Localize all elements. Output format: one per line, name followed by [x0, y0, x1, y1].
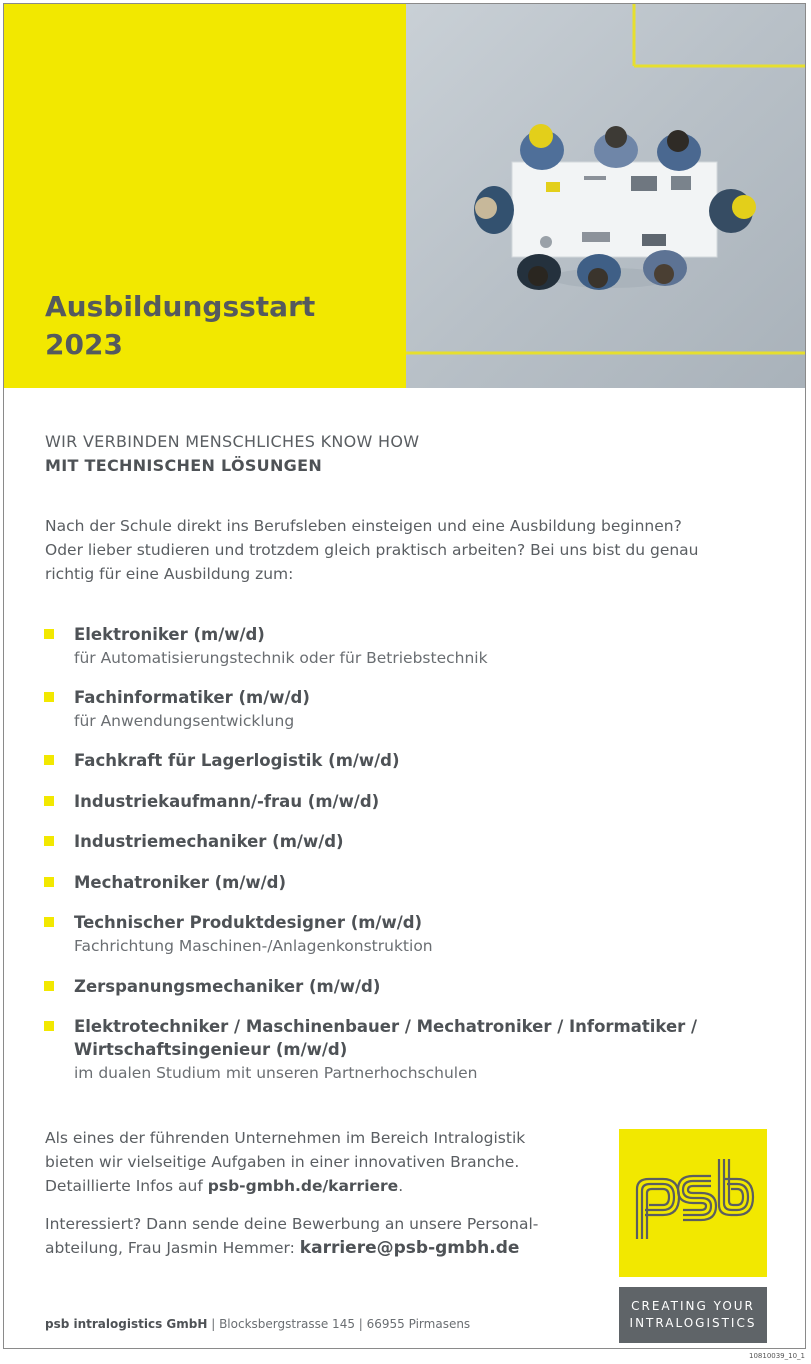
job-title-line-2: Wirtschaftsingenieur (m/w/d) — [74, 1040, 348, 1059]
job-title: Technischer Produktdesigner (m/w/d) — [74, 913, 423, 932]
headline-line-2: 2023 — [45, 328, 123, 361]
job-title: Fachinformatiker (m/w/d) — [74, 688, 310, 707]
company-line-suffix: . — [398, 1177, 404, 1195]
bullet-square — [44, 755, 54, 765]
job-title: Industriemechaniker (m/w/d) — [74, 832, 344, 851]
job-title: Elektrotechniker / Maschinenbauer / Mechatroniker / Informatiker / — [74, 1017, 698, 1036]
claim-box — [619, 1287, 767, 1343]
contact-line-prefix: abteilung, Frau Jasmin Hemmer: — [45, 1239, 300, 1257]
ad-reference-code: 10810039_10_1 — [749, 1352, 805, 1360]
hero-photo — [406, 4, 805, 388]
contact-paragraph — [45, 1212, 605, 1260]
job-subtitle: für Anwendungsentwicklung — [74, 712, 295, 730]
company-paragraph — [45, 1126, 605, 1198]
intro-tagline-bold: MIT TECHNISCHEN LÖSUNGEN — [45, 456, 323, 475]
email-link[interactable]: karriere@psb-gmbh.de — [299, 1238, 520, 1258]
footer-address-text: | Blocksbergstrasse 145 | 66955 Pirmasens — [207, 1317, 471, 1331]
footer-company-name: psb intralogistics GmbH — [45, 1317, 208, 1331]
job-title: Mechatroniker (m/w/d) — [74, 873, 287, 892]
contact-line: Interessiert? Dann sende deine Bewerbung an unsere Personal- — [45, 1215, 539, 1233]
headline-line-1: Ausbildungsstart — [45, 290, 316, 323]
bullet-square — [44, 877, 54, 887]
claim-line-1: CREATING YOUR — [631, 1299, 755, 1313]
job-title: Zerspanungsmechaniker (m/w/d) — [74, 977, 381, 996]
headline — [45, 288, 315, 364]
intro-paragraph-line: Oder lieber studieren und trotzdem gleich praktisch arbeiten? Bei uns bist du genau — [45, 541, 699, 559]
company-line: Als eines der führenden Unternehmen im Bereich Intralogistik — [45, 1129, 526, 1147]
intro-paragraph-line: Nach der Schule direkt ins Berufsleben einsteigen und eine Ausbildung beginnen? — [45, 517, 682, 535]
psb-logo — [619, 1129, 767, 1277]
job-subtitle: für Automatisierungstechnik oder für Betriebstechnik — [74, 649, 488, 667]
intro-paragraph — [45, 514, 745, 586]
claim-line-2: INTRALOGISTICS — [629, 1316, 757, 1330]
contact-line-with-email — [45, 1236, 605, 1260]
job-subtitle: im dualen Studium mit unseren Partnerhochschulen — [74, 1064, 478, 1082]
intro-paragraph-line: richtig für eine Ausbildung zum: — [45, 565, 294, 583]
psb-logo-mark — [619, 1129, 767, 1277]
job-title: Industriekaufmann/-frau (m/w/d) — [74, 792, 380, 811]
footer-address — [45, 1317, 470, 1331]
bullet-square — [44, 981, 54, 991]
bullet-square — [44, 692, 54, 702]
intro-tagline-light: WIR VERBINDEN MENSCHLICHES KNOW HOW — [45, 432, 420, 451]
bullet-square — [44, 836, 54, 846]
company-line: bieten wir vielseitige Aufgaben in einer innovativen Branche. — [45, 1153, 520, 1171]
bullet-square — [44, 1021, 54, 1031]
company-line-prefix: Detaillierte Infos auf — [45, 1177, 208, 1195]
bullet-square — [44, 917, 54, 927]
bullet-square — [44, 629, 54, 639]
job-title: Elektroniker (m/w/d) — [74, 625, 265, 644]
website-link[interactable]: psb-gmbh.de/karriere — [207, 1177, 399, 1195]
job-subtitle: Fachrichtung Maschinen-/Anlagenkonstruktion — [74, 937, 433, 955]
company-line-with-link — [45, 1174, 605, 1198]
bullet-square — [44, 796, 54, 806]
job-title: Fachkraft für Lagerlogistik (m/w/d) — [74, 751, 400, 770]
